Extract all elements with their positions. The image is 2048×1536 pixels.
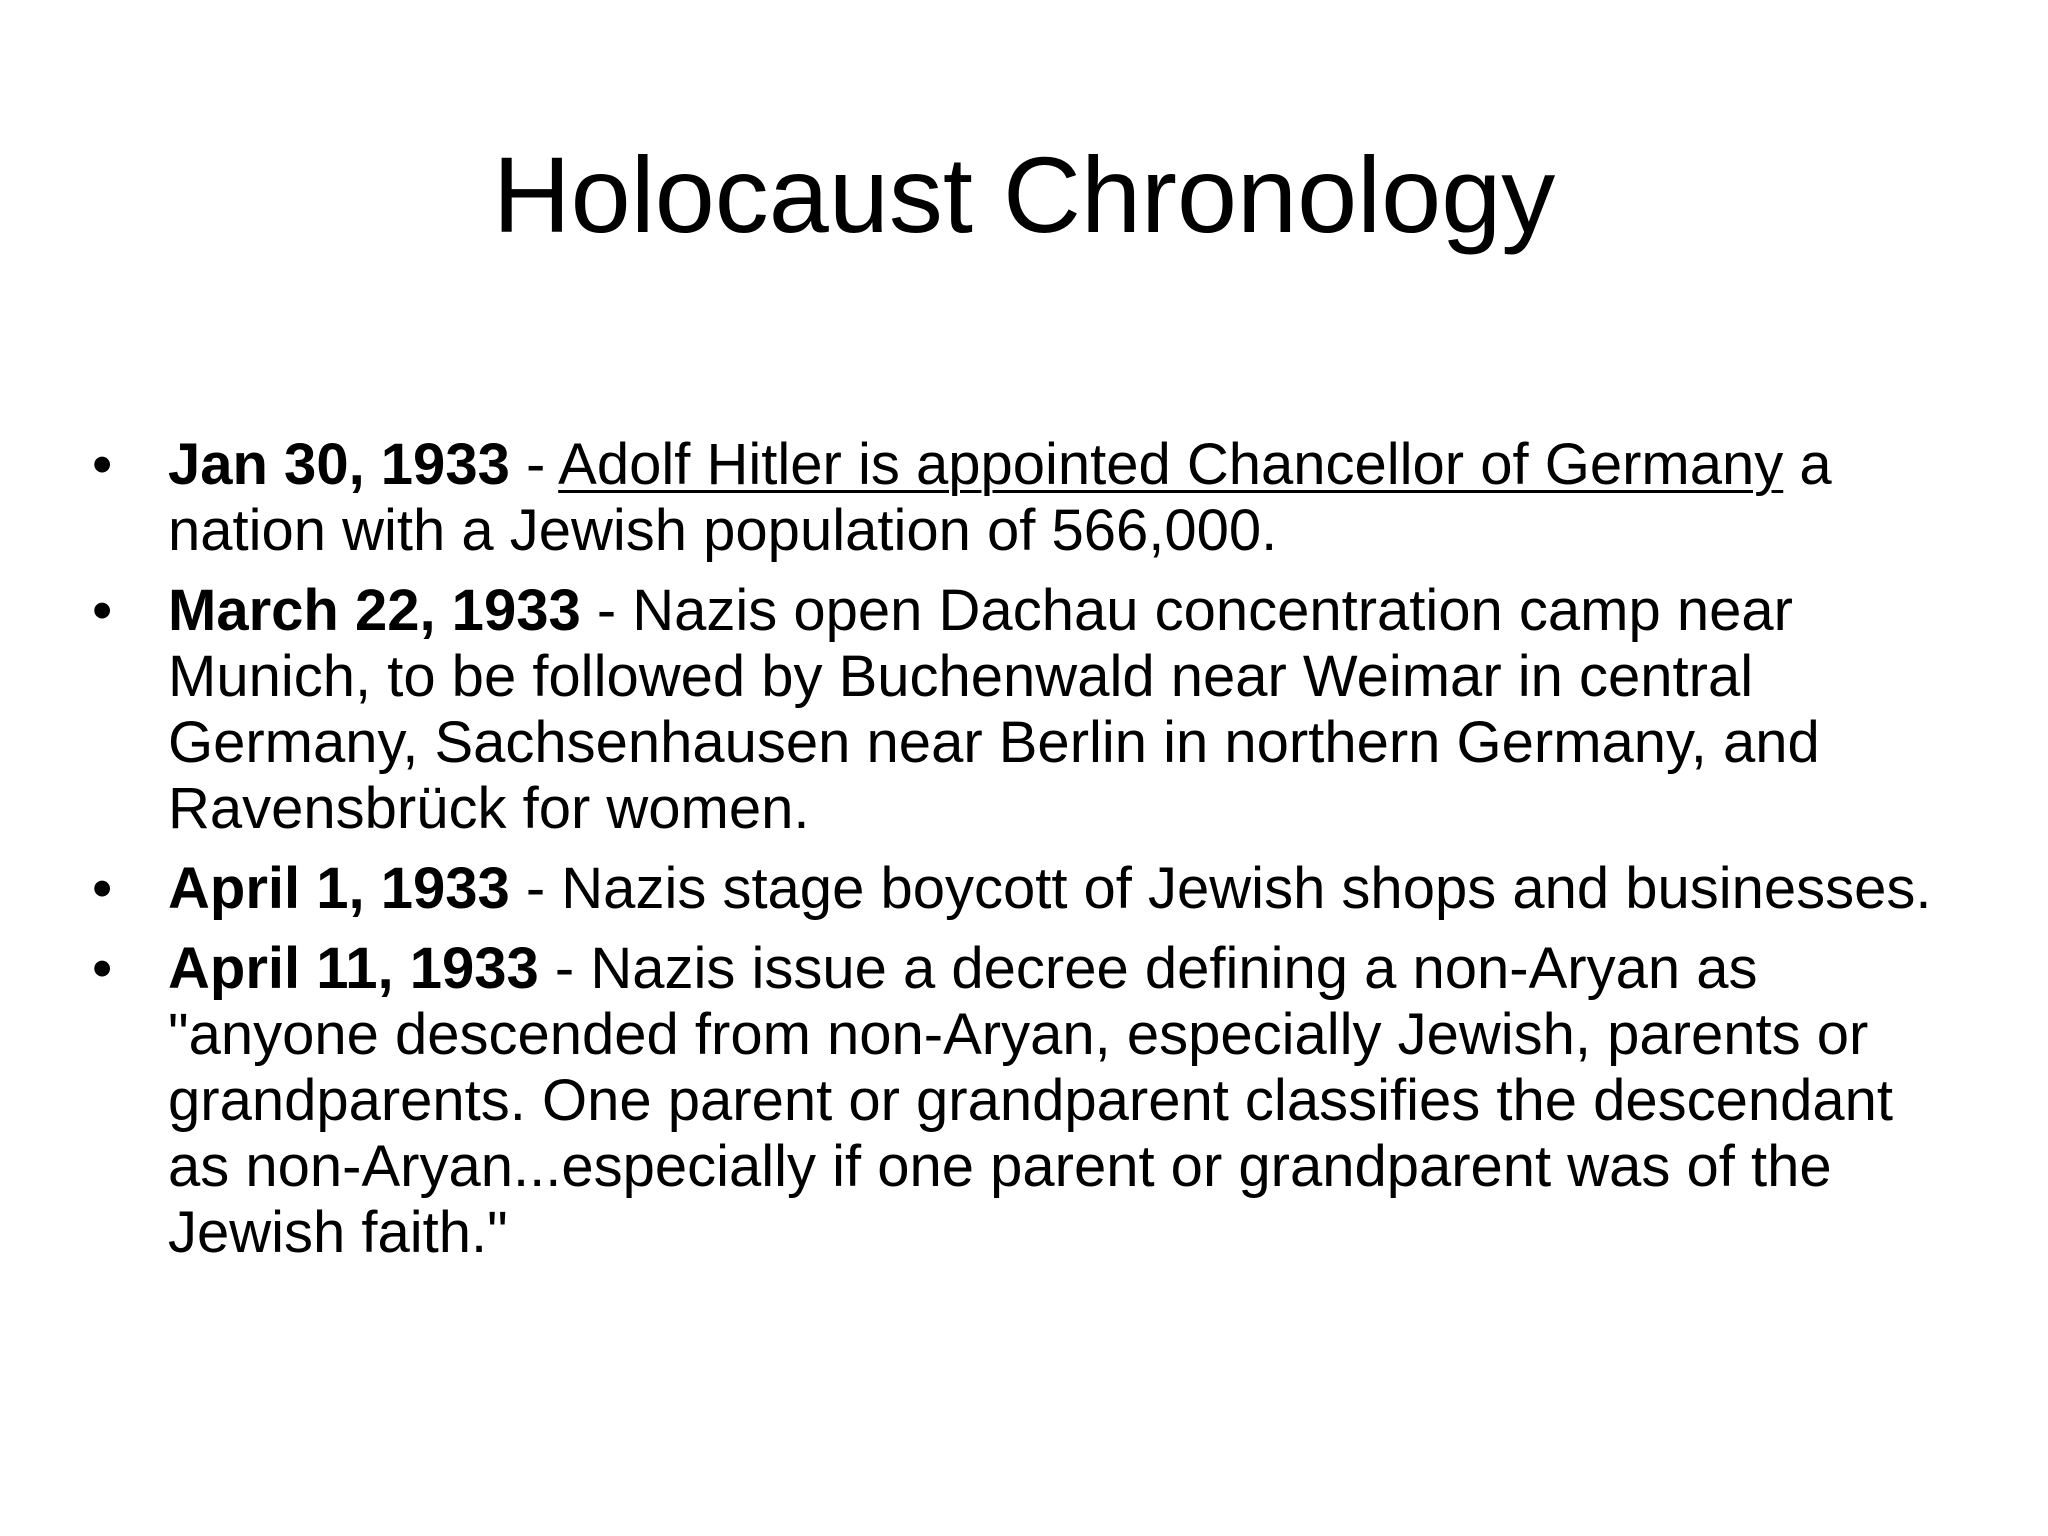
bullet-icon: • xyxy=(92,936,113,1001)
bullet-icon: • xyxy=(92,856,113,921)
bullet-icon: • xyxy=(92,432,113,497)
bullet-date: April 1, 1933 xyxy=(168,856,510,921)
bullet-text: Nazis issue a decree defining a non-Aryan as "anyone descended from non-Aryan, especially Jewish, parents or grandparents. One parent or grandparent classifies the descendant as non-Aryan...especially if one parent or grandparent was of the Jewish faith." xyxy=(168,936,1893,1265)
bullet-separator: - xyxy=(538,936,591,1001)
bullet-separator: - xyxy=(580,578,633,643)
bullet-date: March 22, 1933 xyxy=(168,578,581,643)
bullet-text: a nation with a Jewish population of 566,000. xyxy=(168,432,1832,563)
bullet-separator: - xyxy=(509,432,559,497)
bullet-icon: • xyxy=(92,578,113,643)
bullet-item xyxy=(90,432,1970,564)
bullet-list xyxy=(90,432,1970,1280)
bullet-item xyxy=(90,856,1970,922)
bullet-text: Nazis stage boycott of Jewish shops and businesses. xyxy=(561,856,1932,921)
bullet-item xyxy=(90,936,1970,1266)
bullet-date: Jan 30, 1933 xyxy=(168,432,510,497)
chancellor-link[interactable]: Adolf Hitler is appointed Chancellor of Germany xyxy=(558,432,1784,497)
slide-title: Holocaust Chronology xyxy=(492,134,1556,255)
bullet-date: April 11, 1933 xyxy=(168,936,539,1001)
bullet-text: Nazis open Dachau concentration camp near Munich, to be followed by Buchenwald near Weimar in central Germany, Sachsenhausen near Berlin in northern Germany, and Ravensbrück for women. xyxy=(168,578,1820,841)
bullet-item xyxy=(90,578,1970,842)
bullet-separator: - xyxy=(509,856,562,921)
